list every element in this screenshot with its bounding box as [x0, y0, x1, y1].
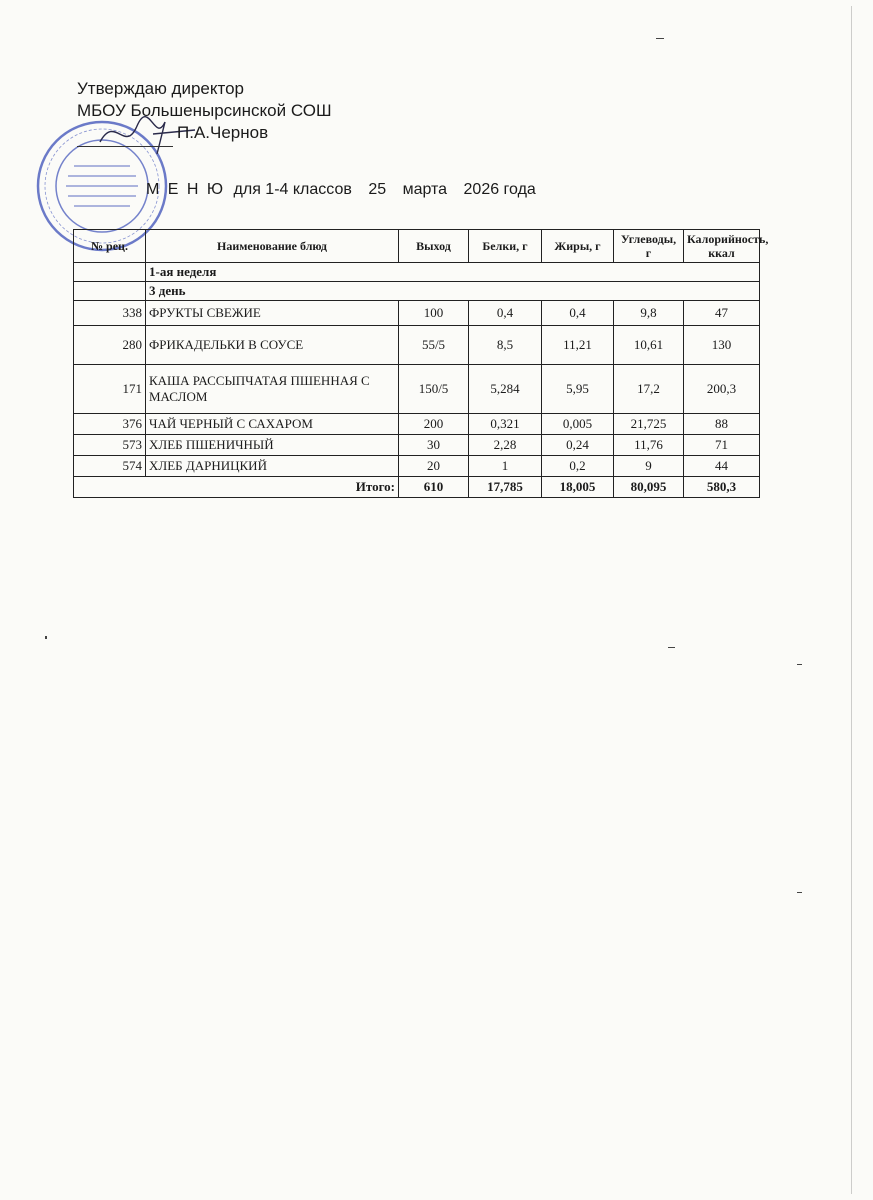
- scan-speck: [45, 636, 47, 639]
- cell-rec: 171: [74, 365, 146, 414]
- cell-fat: 5,95: [542, 365, 614, 414]
- total-carbs: 80,095: [614, 477, 684, 498]
- title-day: 25: [368, 181, 387, 198]
- director-name: П.А.Чернов: [177, 123, 269, 142]
- header-fat: Жиры, г: [542, 230, 614, 263]
- title-year: 2026 года: [463, 181, 536, 198]
- day-label: 3 день: [146, 282, 760, 301]
- cell-dish: ФРИКАДЕЛЬКИ В СОУСЕ: [146, 326, 399, 365]
- cell-protein: 2,28: [469, 435, 542, 456]
- scan-speck: [656, 38, 664, 39]
- title-menu-word: М Е Н Ю: [146, 181, 226, 198]
- menu-table: [73, 229, 769, 498]
- cell-kcal: 71: [684, 435, 760, 456]
- header-kcal: Калорийность, ккал: [684, 230, 760, 263]
- cell-kcal: 44: [684, 456, 760, 477]
- table-row: [74, 301, 760, 326]
- cell-fat: 11,21: [542, 326, 614, 365]
- cell-carbs: 9: [614, 456, 684, 477]
- cell-output: 30: [399, 435, 469, 456]
- table-row: [74, 365, 760, 414]
- cell-kcal: 47: [684, 301, 760, 326]
- table-header-row: [74, 230, 760, 263]
- cell-rec: 376: [74, 414, 146, 435]
- cell-rec: 338: [74, 301, 146, 326]
- table-row: [74, 414, 760, 435]
- scan-speck: [797, 664, 802, 665]
- cell-rec: 573: [74, 435, 146, 456]
- week-row-empty: [74, 263, 146, 282]
- cell-carbs: 10,61: [614, 326, 684, 365]
- total-output: 610: [399, 477, 469, 498]
- cell-carbs: 17,2: [614, 365, 684, 414]
- cell-fat: 0,2: [542, 456, 614, 477]
- school-name: МБОУ Большенырсинской СОШ: [77, 101, 332, 120]
- cell-fat: 0,005: [542, 414, 614, 435]
- day-row: [74, 282, 760, 301]
- cell-protein: 0,321: [469, 414, 542, 435]
- title-month: марта: [402, 181, 448, 198]
- title-for: для 1-4 классов: [233, 181, 352, 198]
- cell-carbs: 9,8: [614, 301, 684, 326]
- scan-speck: [797, 892, 802, 893]
- cell-rec: 574: [74, 456, 146, 477]
- cell-rec: 280: [74, 326, 146, 365]
- header-carbs: Углеводы, г: [614, 230, 684, 263]
- cell-dish: ХЛЕБ ДАРНИЦКИЙ: [146, 456, 399, 477]
- total-kcal: 580,3: [684, 477, 760, 498]
- total-protein: 17,785: [469, 477, 542, 498]
- week-label: 1-ая неделя: [146, 263, 760, 282]
- page-title: [146, 181, 540, 199]
- cell-dish: КАША РАССЫПЧАТАЯ ПШЕННАЯ С МАСЛОМ: [146, 365, 399, 414]
- cell-kcal: 130: [684, 326, 760, 365]
- cell-kcal: 88: [684, 414, 760, 435]
- scan-speck: [851, 6, 852, 1194]
- cell-dish: ФРУКТЫ СВЕЖИЕ: [146, 301, 399, 326]
- table-row: [74, 435, 760, 456]
- scan-speck: [668, 647, 675, 648]
- cell-dish: ХЛЕБ ПШЕНИЧНЫЙ: [146, 435, 399, 456]
- cell-fat: 0,4: [542, 301, 614, 326]
- table-row: [74, 326, 760, 365]
- approval-block: [77, 78, 332, 144]
- cell-protein: 1: [469, 456, 542, 477]
- header-output: Выход: [399, 230, 469, 263]
- cell-protein: 5,284: [469, 365, 542, 414]
- cell-output: 55/5: [399, 326, 469, 365]
- cell-output: 100: [399, 301, 469, 326]
- header-protein: Белки, г: [469, 230, 542, 263]
- header-rec: № рец.: [74, 230, 146, 263]
- cell-dish: ЧАЙ ЧЕРНЫЙ С САХАРОМ: [146, 414, 399, 435]
- cell-protein: 0,4: [469, 301, 542, 326]
- signature-line: [77, 146, 173, 147]
- cell-protein: 8,5: [469, 326, 542, 365]
- cell-kcal: 200,3: [684, 365, 760, 414]
- week-row: [74, 263, 760, 282]
- cell-output: 200: [399, 414, 469, 435]
- approval-title: Утверждаю директор: [77, 79, 245, 98]
- header-name: Наименование блюд: [146, 230, 399, 263]
- cell-carbs: 21,725: [614, 414, 684, 435]
- total-row: [74, 477, 760, 498]
- table-row: [74, 456, 760, 477]
- cell-output: 150/5: [399, 365, 469, 414]
- total-label: Итого:: [74, 477, 399, 498]
- day-row-empty: [74, 282, 146, 301]
- cell-output: 20: [399, 456, 469, 477]
- cell-carbs: 11,76: [614, 435, 684, 456]
- cell-fat: 0,24: [542, 435, 614, 456]
- total-fat: 18,005: [542, 477, 614, 498]
